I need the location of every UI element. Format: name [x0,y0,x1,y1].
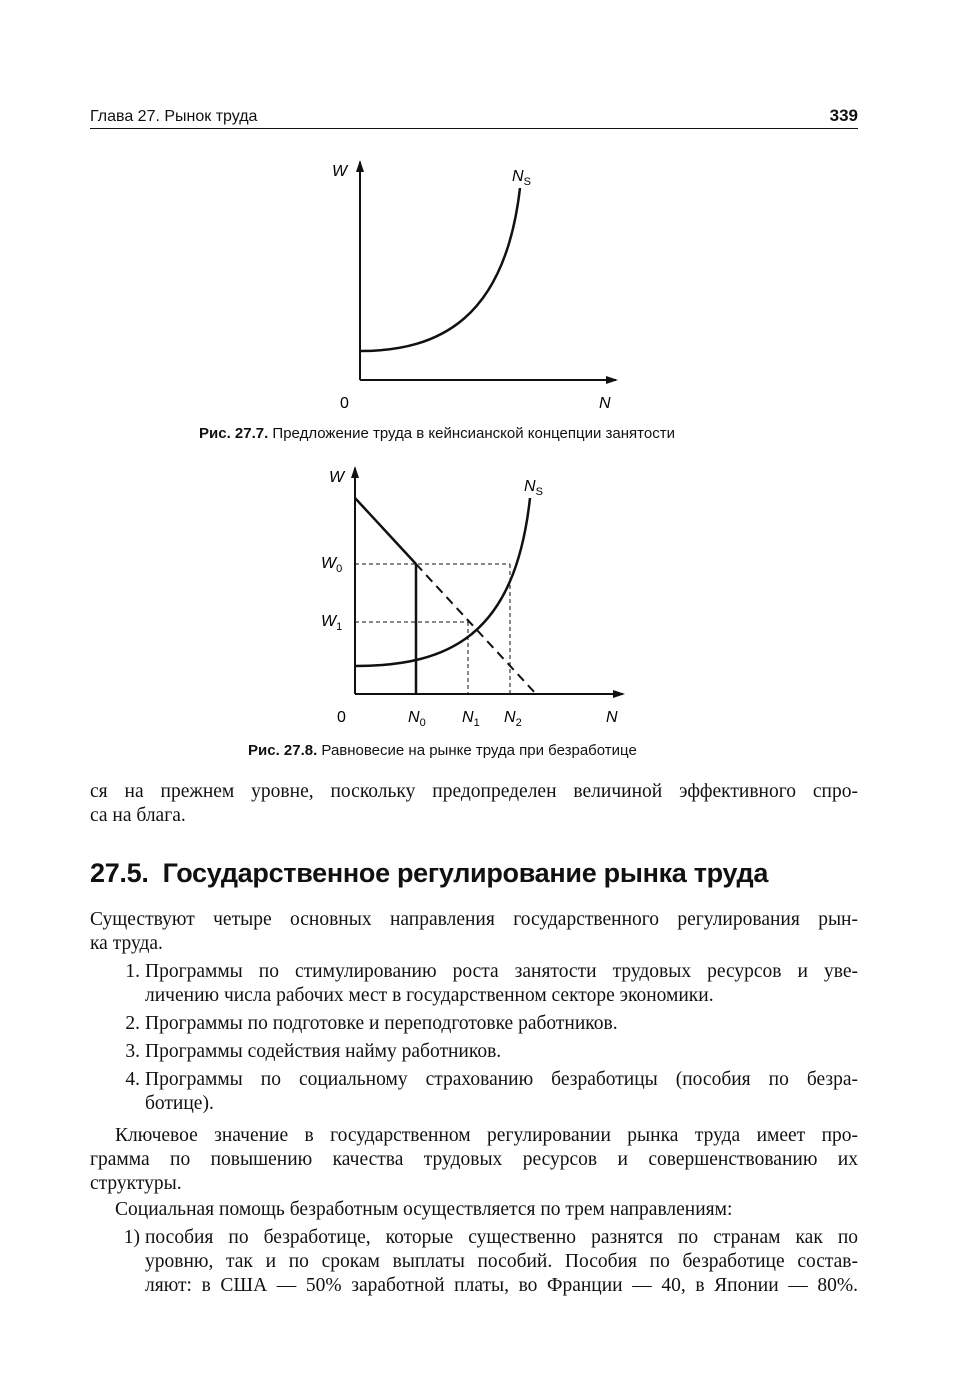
origin-label: 0 [337,709,346,726]
caption-label: Рис. 27.7. [199,425,269,442]
list-number: 4. [125,1069,140,1090]
paragraph-intro [90,908,858,956]
list-item [90,1068,858,1116]
text-line: грамма по повышению качества трудовых ресурсов и совершенствованию их [90,1149,858,1170]
axis-label-w: W [329,469,345,486]
text-line: ботице). [145,1093,214,1114]
text-line: Программы по социальному страхованию безработицы (пособия по безра- [145,1069,858,1090]
running-header [90,106,858,129]
axis-label-n: N [606,709,618,726]
text-line: Программы содействия найму работников. [145,1041,502,1062]
tick-label-n2: $N_2$ [504,709,522,729]
text-line: са на блага. [90,805,186,826]
running-title: Глава 27. Рынок труда [90,108,258,125]
text-line: ся на прежнем уровне, поскольку предопределен величиной эффективного спро- [90,781,858,802]
text-line: личению числа рабочих мест в государственном секторе экономики. [145,985,714,1006]
page-number: 339 [829,106,858,125]
axis-label-w: W [332,163,348,180]
text-line: Ключевое значение в государственном регулировании рынка труда имеет про- [115,1125,858,1146]
list-number: 1. [125,961,140,982]
text-line: ляют: в США — 50% заработной платы, во Франции — 40, в Японии — 80%. [145,1275,858,1296]
section-number: 27.5. [90,858,149,888]
section-heading [90,858,768,889]
tick-label-n0: $N_0$ [408,709,426,729]
list-number: 1) [123,1227,140,1248]
section-title: Государственное регулирование рынка труда [162,858,769,888]
paragraph-key [90,1124,858,1196]
figure-caption-27-8 [248,742,637,759]
list-number: 2. [125,1013,140,1034]
caption-text: Равновесие на рынке труда при безработице [317,742,637,759]
figure-27-7 [300,150,640,415]
caption-label: Рис. 27.8. [248,742,318,759]
axis-label-n: N [599,395,611,412]
tick-label-w1: $W_1$ [321,613,343,633]
text-line: структуры. [90,1173,182,1194]
curve-label-ns: $N_S$ [524,478,543,498]
text-line: ка труда. [90,933,163,954]
text-line: уровню, так и по срокам выплаты пособий. Пособия по безработице состав- [145,1251,858,1272]
supply-curve-ns [355,498,530,666]
text-line: Программы по подготовке и переподготовке работников. [145,1013,618,1034]
list-number: 3. [125,1041,140,1062]
tick-label-w0: $W_0$ [321,555,343,575]
list-item [90,1012,858,1036]
paragraph-social: Социальная помощь безработным осуществляется по трем направлениям: [115,1199,733,1220]
origin-label: 0 [340,395,349,412]
list-item [90,960,858,1008]
demand-curve-solid [355,498,416,564]
curve-label-ns: $N_S$ [512,168,531,188]
figure-caption-27-7 [199,425,675,442]
text-line: Существуют четыре основных направления государственного регулирования рын- [90,909,858,930]
figure-27-8 [300,460,640,730]
text-line: Программы по стимулированию роста занятости трудовых ресурсов и уве- [145,961,858,982]
caption-text: Предложение труда в кейнсианской концепции занятости [268,425,675,442]
paragraph-continuation [90,780,858,828]
list-item [90,1040,858,1064]
tick-label-n1: $N_1$ [462,709,480,729]
text-line: пособия по безработице, которые существенно разнятся по странам как по [145,1227,858,1248]
list-item [90,1226,858,1298]
supply-curve-ns [360,188,520,351]
